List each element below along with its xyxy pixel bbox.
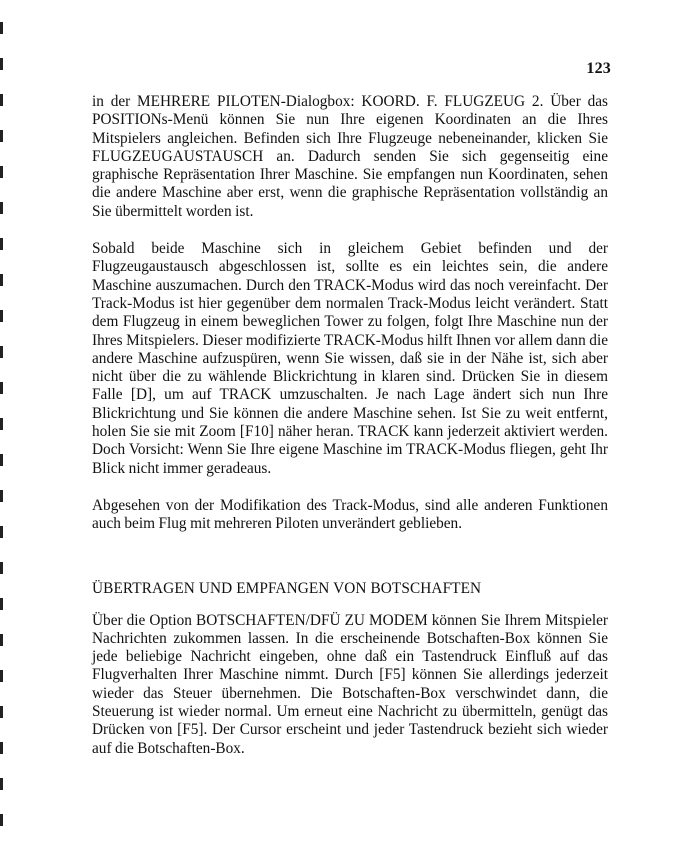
paragraph-1: in der MEHRERE PILOTEN-Dialogbox: KOORD. F. FLUGZEUG 2. Über das POSITIONs-Menü können Sie nun Ihre eigenen Koordinaten an die Ihres Mitspielers angleichen. Befinden sich Ihre Flugzeuge nebeneinander, klicken Sie FLUGZEUGAUSTAUSCH an. Dadurch senden Sie sich gegenseitig eine graphische Repräsentation Ihrer Maschine. Sie empfangen nun Koordinaten, sehen die andere Maschine aber erst, wenn die graphische Repräsentation vollständig an Sie übermittelt worden ist. (92, 93, 608, 220)
paragraph-4: Über die Option BOTSCHAFTEN/DFÜ ZU MODEM können Sie Ihrem Mitspieler Nachrichten zukommen lassen. In die erscheinende Botschaften-Box können Sie jede beliebige Nachricht eingeben, ohne daß ein Tastendruck Einfluß auf das Flugverhalten Ihrer Maschine nimmt. Durch [F5] können Sie allerdings jederzeit wieder das Steuer übernehmen. Die Botschaften-Box verschwindet dann, die Steuerung ist wieder normal. Um erneut eine Nachricht zu übermitteln, genügt das Drücken von [F5]. Der Cursor erscheint und jeder Tastendruck bezieht sich wieder auf die Botschaften-Box. (92, 611, 608, 757)
spiral-binding (0, 20, 4, 860)
page-number: 123 (586, 60, 611, 77)
section-heading: ÜBERTRAGEN UND EMPFANGEN VON BOTSCHAFTEN (92, 579, 482, 597)
paragraph-2: Sobald beide Maschine sich in gleichem Gebiet befinden und der Flugzeugaustausch abgeschlossen ist, sollte es ein leichtes sein, die andere Maschine auszumachen. Durch den TRACK-Modus wird das noch vereinfacht. Der Track-Modus ist hier gegenüber dem normalen Track-Modus leicht verändert. Statt dem Flugzeug in einem beweglichen Tower zu folgen, folgt Ihre Maschine nun der Ihres Mitspielers. Dieser modifizierte TRACK-Modus hilft Ihnen vor allem dann die andere Maschine aufzuspüren, wenn Sie wissen, daß sie in der Nähe ist, sich aber nicht über die zu wählende Blickrichtung in klaren sind. Drücken Sie in diesem Falle [D], um auf TRACK umzuschalten. Je nach Lage ändert sich nun Ihre Blickrichtung und Sie können die andere Maschine sehen. Ist Sie zu weit entfernt, holen Sie sie mit Zoom [F10] näher heran. TRACK kann jederzeit aktiviert werden. Doch Vorsicht: Wenn Sie Ihre eigene Maschine im TRACK-Modus fliegen, geht Ihr Blick nicht immer geradeaus. (92, 240, 608, 477)
paragraph-3: Abgesehen von der Modifikation des Track-Modus, sind alle anderen Funktionen auch beim Flug mit mehreren Piloten unverändert geblieben. (92, 496, 608, 533)
page-body (92, 93, 608, 758)
